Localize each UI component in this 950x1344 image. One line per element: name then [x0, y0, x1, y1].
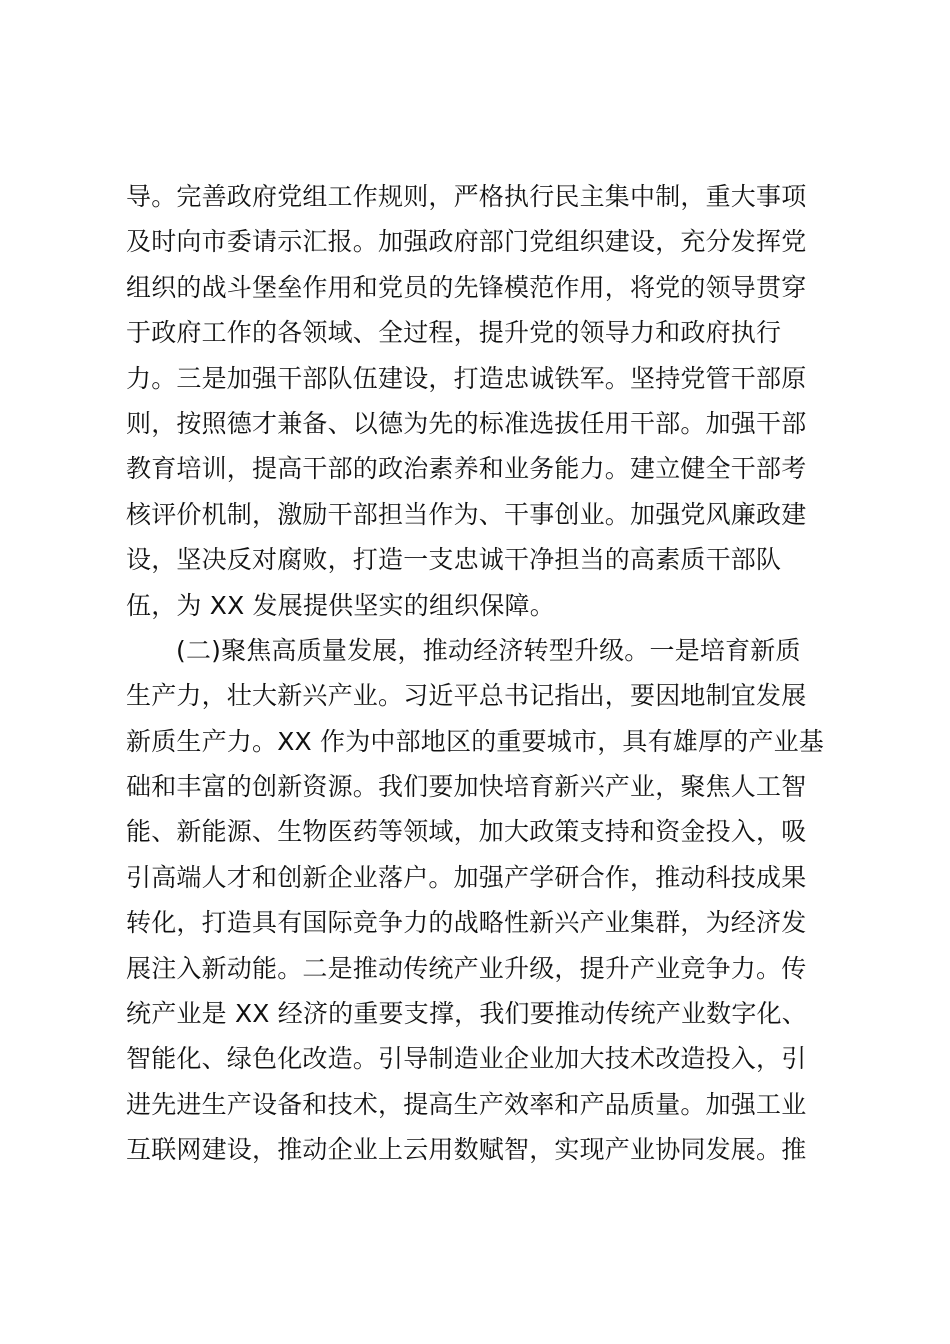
text-line: 则，按照德才兼备、以德为先的标准选拔任用干部。加强干部	[126, 408, 807, 438]
text-line: 组织的战斗堡垒作用和党员的先锋模范作用，将党的领导贯穿	[126, 272, 807, 302]
text-line: 引高端人才和创新企业落户。加强产学研合作，推动科技成果	[126, 862, 807, 892]
text-line: 智能化、绿色化改造。引导制造业企业加大技术改造投入，引	[126, 1044, 807, 1074]
text-line: 伍，为 XX 发展提供坚实的组织保障。	[126, 590, 555, 620]
text-line: 进先进生产设备和技术，提高生产效率和产品质量。加强工业	[126, 1089, 807, 1119]
text-line: 互联网建设，推动企业上云用数赋智，实现产业协同发展。推	[126, 1135, 807, 1165]
text-line: 及时向市委请示汇报。加强政府部门党组织建设，充分发挥党	[126, 227, 807, 257]
text-line: 统产业是 XX 经济的重要支撑，我们要推动传统产业数字化、	[126, 999, 807, 1029]
text-line: 展注入新动能。二是推动传统产业升级，提升产业竞争力。传	[126, 953, 807, 983]
text-line: 设，坚决反对腐败，打造一支忠诚干净担当的高素质干部队	[126, 545, 782, 575]
paragraph-heading-line: (二)聚焦高质量发展，推动经济转型升级。一是培育新质	[176, 635, 801, 665]
text-line: 于政府工作的各领域、全过程，提升党的领导力和政府执行	[126, 318, 782, 348]
text-line: 能、新能源、生物医药等领域，加大政策支持和资金投入，吸	[126, 817, 807, 847]
text-line: 转化，打造具有国际竞争力的战略性新兴产业集群，为经济发	[126, 908, 807, 938]
text-line: 导。完善政府党组工作规则，严格执行民主集中制，重大事项	[126, 182, 807, 211]
body-text	[126, 174, 846, 1173]
text-line: 核评价机制，激励干部担当作为、干事创业。加强党风廉政建	[126, 499, 807, 529]
text-line: 新质生产力。XX 作为中部地区的重要城市，具有雄厚的产业基	[126, 726, 825, 756]
text-line: 教育培训，提高干部的政治素养和业务能力。建立健全干部考	[126, 454, 807, 484]
text-line: 力。三是加强干部队伍建设，打造忠诚铁军。坚持党管干部原	[126, 363, 807, 393]
text-line: 生产力，壮大新兴产业。习近平总书记指出，要因地制宜发展	[126, 681, 807, 711]
text-line: 础和丰富的创新资源。我们要加快培育新兴产业，聚焦人工智	[126, 772, 807, 802]
